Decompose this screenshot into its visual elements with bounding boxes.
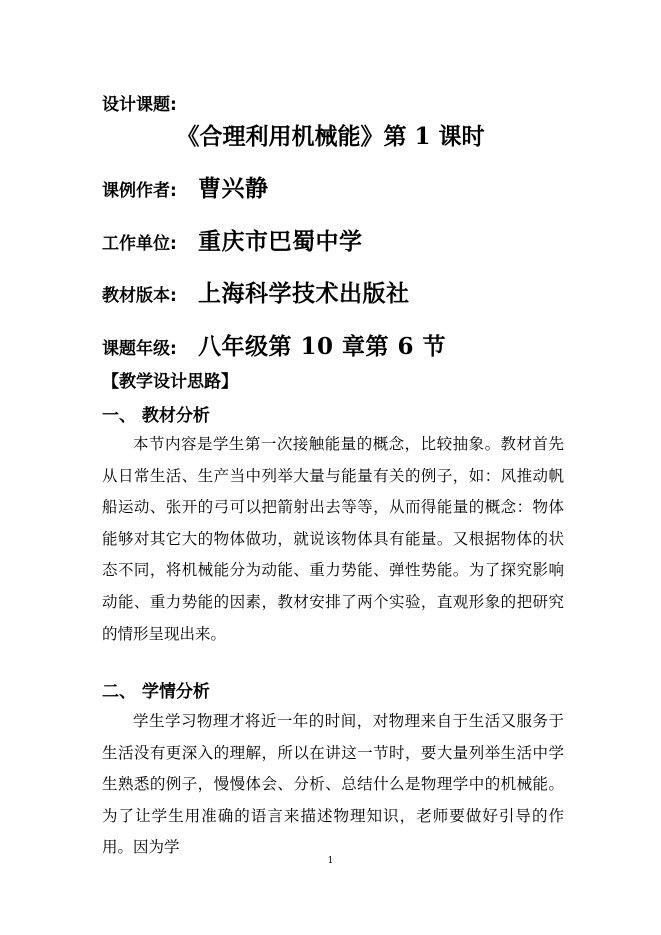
- unit-label: 工作单位:: [102, 234, 177, 254]
- textbook-analysis-heading: 一、 教材分析: [102, 406, 210, 426]
- edition-value: 上海科学技术出版社: [198, 280, 410, 307]
- student-analysis-heading: 二、 学情分析: [102, 682, 210, 702]
- lesson-title: 《合理利用机械能》第 1 课时: [176, 123, 485, 150]
- textbook-analysis-paragraph: 本节内容是学生第一次接触能量的概念，比较抽象。教材首先从日常生活、生产当中列举大量与能量有关的例子，如：风推动帆船运动、张开的弓可以把箭射出去等等，从而得能量的概念：物体能够对其它大的物体做功，就说该物体具有能量。又根据物体的状态不同，将机械能分为动能、重力势能、弹性势能。为了探究影响动能、重力势能的因素，教材安排了两个实验，直观形象的把研究的情形呈现出来。: [102, 435, 564, 643]
- student-analysis-paragraph: 学生学习物理才将近一年的时间，对物理来自于生活又服务于生活没有更深入的理解，所以在讲这一节时，要大量列举生活中学生熟悉的例子，慢慢体会、分析、总结什么是物理学中的机械能。为了让学生用准确的语言来描述物理知识，老师要做好引导的作用。因为学: [102, 712, 564, 857]
- author-label: 课例作者:: [102, 181, 177, 201]
- author-value: 曹兴静: [198, 175, 269, 202]
- design-thinking-heading: 【教学设计思路】: [102, 372, 238, 392]
- grade-value: 八年级第 10 章第 6 节: [198, 333, 447, 360]
- design-topic-label: 设计课题:: [102, 95, 177, 115]
- page-number: 1: [327, 856, 334, 866]
- grade-label: 课题年级:: [102, 339, 177, 359]
- unit-value: 重庆市巴蜀中学: [198, 228, 363, 255]
- edition-label: 教材版本:: [102, 286, 177, 306]
